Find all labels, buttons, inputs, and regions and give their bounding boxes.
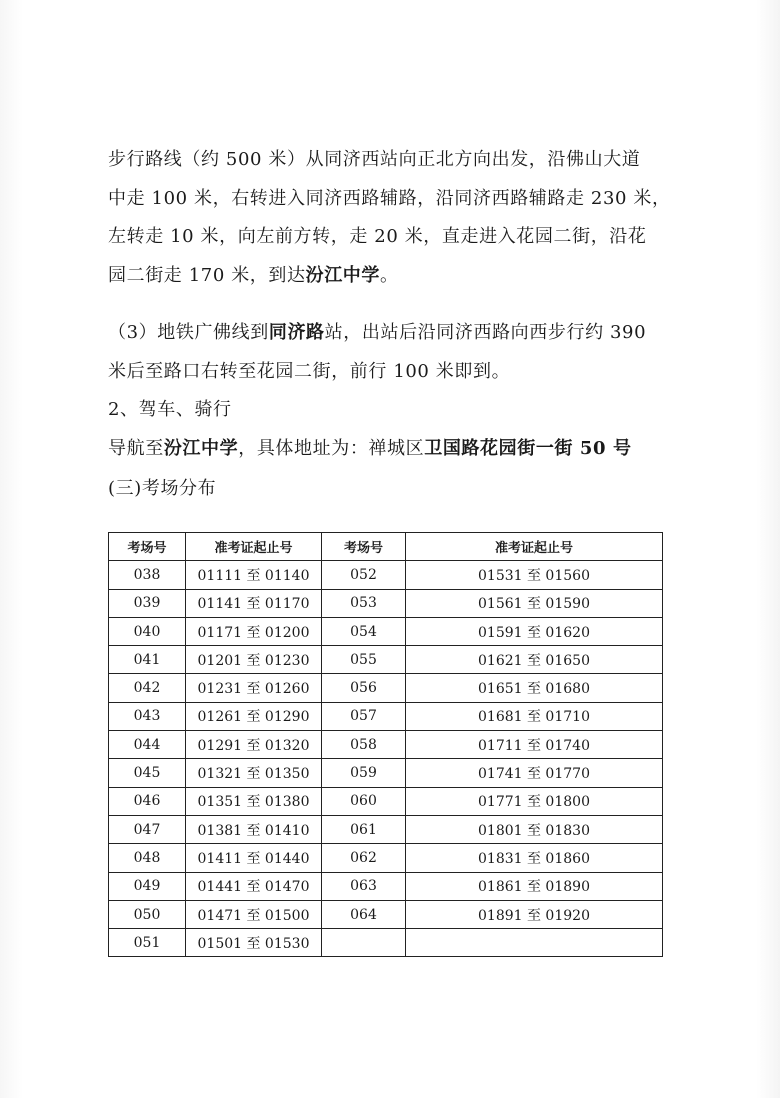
room-number-cell: 041 <box>109 646 186 674</box>
text-fragment: ，具体地址为：禅城区 <box>238 438 425 459</box>
room-number-cell <box>322 929 406 957</box>
ticket-range-cell: 01711 至 01740 <box>406 731 663 759</box>
text-line <box>108 430 688 469</box>
ticket-range-cell: 01591 至 01620 <box>406 617 663 645</box>
ticket-range-cell: 01351 至 01380 <box>186 787 322 815</box>
ticket-range-cell: 01561 至 01590 <box>406 589 663 617</box>
text-line <box>108 257 688 296</box>
room-number-cell: 063 <box>322 872 406 900</box>
school-name-emphasis: 汾江中学 <box>163 438 239 459</box>
table-row <box>109 929 663 957</box>
table-row <box>109 900 663 928</box>
text-fragment: 导航至 <box>108 438 164 459</box>
room-number-cell: 038 <box>109 561 186 589</box>
walking-route-paragraph <box>108 141 688 295</box>
ticket-range-cell: 01801 至 01830 <box>406 815 663 843</box>
ticket-range-cell: 01501 至 01530 <box>186 929 322 957</box>
ticket-range-cell: 01771 至 01800 <box>406 787 663 815</box>
room-number-cell: 057 <box>322 702 406 730</box>
room-number-cell: 062 <box>322 844 406 872</box>
table-row <box>109 759 663 787</box>
text-line: 左转走 10 米，向左前方转，走 20 米，直走进入花园二街，沿花 <box>108 226 647 247</box>
table-row <box>109 617 663 645</box>
table-row <box>109 561 663 589</box>
ticket-range-cell: 01291 至 01320 <box>186 731 322 759</box>
text-fragment: 。 <box>380 264 399 286</box>
table-row <box>109 872 663 900</box>
ticket-range-cell: 01261 至 01290 <box>186 702 322 730</box>
table-row <box>109 815 663 843</box>
room-number-cell: 051 <box>109 929 186 957</box>
exam-room-table <box>108 532 663 957</box>
text-line: 步行路线（约 500 米）从同济西站向正北方向出发，沿佛山大道 <box>108 149 641 170</box>
table-row <box>109 589 663 617</box>
text-line: 米后至路口右转至花园二街，前行 100 米即到。 <box>108 360 511 382</box>
room-number-cell: 054 <box>322 617 406 645</box>
room-number-cell: 064 <box>322 900 406 928</box>
ticket-range-cell: 01471 至 01500 <box>186 900 322 928</box>
room-number-cell: 049 <box>109 872 186 900</box>
ticket-range-cell: 01861 至 01890 <box>406 872 663 900</box>
ticket-range-cell: 01741 至 01770 <box>406 759 663 787</box>
table-row <box>109 646 663 674</box>
metro-route-paragraph <box>108 314 688 391</box>
room-number-cell: 059 <box>322 759 406 787</box>
table-row <box>109 844 663 872</box>
drive-heading <box>108 391 688 430</box>
text-fragment: 园二街走 170 米，到达 <box>108 264 306 286</box>
ticket-range-cell: 01201 至 01230 <box>186 646 322 674</box>
ticket-range-cell: 01321 至 01350 <box>186 759 322 787</box>
ticket-range-cell: 01891 至 01920 <box>406 900 663 928</box>
text-fragment: （3）地铁广佛线到 <box>108 322 269 343</box>
room-number-cell: 043 <box>109 702 186 730</box>
column-header: 准考证起止号 <box>406 533 663 561</box>
room-number-cell: 045 <box>109 759 186 787</box>
room-number-cell: 058 <box>322 731 406 759</box>
address-emphasis: 卫国路花园街一街 50 号 <box>424 438 632 459</box>
station-name-emphasis: 同济路 <box>268 322 325 343</box>
table-row <box>109 702 663 730</box>
table-row <box>109 674 663 702</box>
ticket-range-cell: 01621 至 01650 <box>406 646 663 674</box>
ticket-range-cell: 01381 至 01410 <box>186 815 322 843</box>
room-number-cell: 053 <box>322 589 406 617</box>
text-fragment: 站，出站后沿同济西路向西步行约 390 <box>324 322 647 343</box>
room-number-cell: 044 <box>109 731 186 759</box>
ticket-range-cell: 01141 至 01170 <box>186 589 322 617</box>
ticket-range-cell <box>406 929 663 957</box>
table-row <box>109 787 663 815</box>
room-number-cell: 042 <box>109 674 186 702</box>
room-number-cell: 060 <box>322 787 406 815</box>
section-heading <box>108 470 688 509</box>
room-number-cell: 040 <box>109 617 186 645</box>
room-number-cell: 047 <box>109 815 186 843</box>
room-number-cell: 055 <box>322 646 406 674</box>
drive-paragraph <box>108 430 688 469</box>
table-body <box>109 561 663 957</box>
ticket-range-cell: 01411 至 01440 <box>186 844 322 872</box>
table-header-row <box>109 533 663 561</box>
room-number-cell: 056 <box>322 674 406 702</box>
room-number-cell: 052 <box>322 561 406 589</box>
column-header: 考场号 <box>109 533 186 561</box>
room-number-cell: 039 <box>109 589 186 617</box>
ticket-range-cell: 01171 至 01200 <box>186 617 322 645</box>
room-number-cell: 061 <box>322 815 406 843</box>
room-number-cell: 048 <box>109 844 186 872</box>
column-header: 准考证起止号 <box>186 533 322 561</box>
ticket-range-cell: 01441 至 01470 <box>186 872 322 900</box>
room-number-cell: 046 <box>109 787 186 815</box>
ticket-range-cell: 01531 至 01560 <box>406 561 663 589</box>
text-line: (三)考场分布 <box>108 478 217 499</box>
school-name-emphasis: 汾江中学 <box>305 264 381 286</box>
text-line: 中走 100 米，右转进入同济西路辅路，沿同济西路辅路走 230 米， <box>108 187 671 209</box>
ticket-range-cell: 01111 至 01140 <box>186 561 322 589</box>
ticket-range-cell: 01831 至 01860 <box>406 844 663 872</box>
text-line <box>108 314 688 353</box>
ticket-range-cell: 01651 至 01680 <box>406 674 663 702</box>
text-line: 2、驾车、骑行 <box>108 399 232 420</box>
room-number-cell: 050 <box>109 900 186 928</box>
column-header: 考场号 <box>322 533 406 561</box>
table-row <box>109 731 663 759</box>
ticket-range-cell: 01681 至 01710 <box>406 702 663 730</box>
ticket-range-cell: 01231 至 01260 <box>186 674 322 702</box>
